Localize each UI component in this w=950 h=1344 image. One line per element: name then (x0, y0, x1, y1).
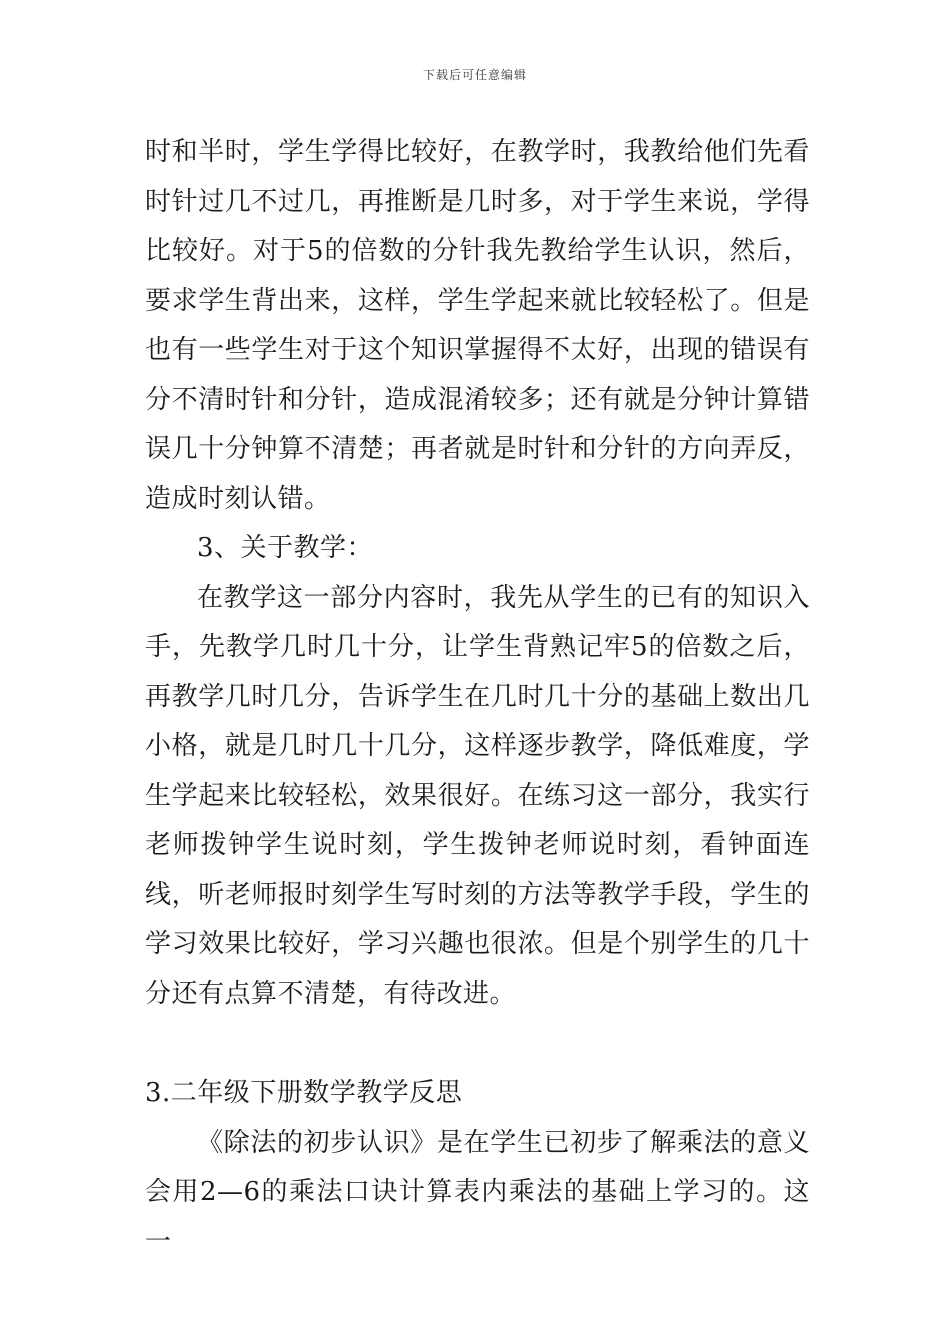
document-body (145, 128, 810, 1267)
paragraph-division-intro: 《除法的初步认识》是在学生已初步了解乘法的意义会用2—6的乘法口诀计算表内乘法的基础上学习的。这一 (145, 1127, 810, 1257)
paragraph-teaching: 在教学这一部分内容时，我先从学生的已有的知识入手，先教学几时几十分，让学生背熟记牢5的倍数之后，再教学几时几分，告诉学生在几时几十分的基础上数出几小格，就是几时几十几分，这样逐步教学，降低难度，学生学起来比较轻松，效果很好。在练习这一部分，我实行老师拨钟学生说时刻，学生拨钟老师说时刻，看钟面连线，听老师报时刻学生写时刻的方法等教学手段，学生的学习效果比较好，学习兴趣也很浓。但是个别学生的几十分还有点算不清楚，有待改进。 (145, 582, 810, 1009)
section-title: 3.二年级下册数学教学反思 (145, 1078, 463, 1108)
paragraph-continuation: 时和半时，学生学得比较好，在教学时，我教给他们先看时针过几不过几，再推断是几时多，对于学生来说，学得比较好。对于5的倍数的分针我先教给学生认识，然后，要求学生背出来，这样，学生学起来就比较轻松了。但是也有一些学生对于这个知识掌握得不太好，出现的错误有分不清时针和分针，造成混淆较多；还有就是分钟计算错误几十分钟算不清楚；再者就是时针和分针的方向弄反，造成时刻认错。 (145, 137, 810, 514)
section-spacer (145, 1019, 810, 1069)
page-header: 下载后可任意编辑 (422, 68, 527, 82)
subheading-teaching: 3、关于教学： (197, 533, 374, 563)
